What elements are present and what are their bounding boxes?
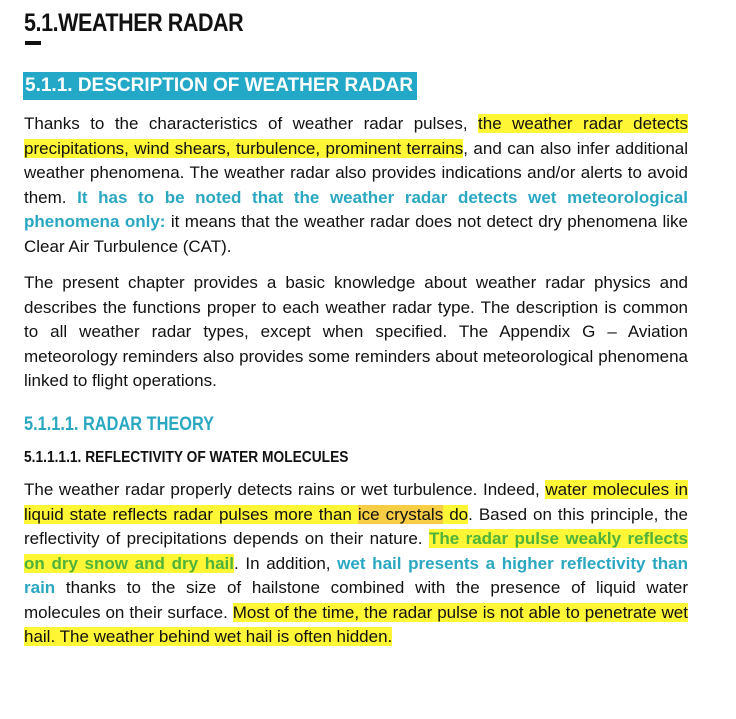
p1-text-a: Thanks to the characteristics of weather radar pulses,: [24, 114, 479, 133]
p3-text-g: . In addition,: [233, 553, 338, 573]
paragraph-reflectivity: [24, 478, 688, 650]
p3-highlight-water-molecules: water molecules in liquid state reflects radar pulses more than: [24, 480, 688, 524]
p3-wet-hail-emphasis: wet hail presents a higher reflectivity than rain: [24, 553, 689, 597]
p1-note-wet-phenomena: It has to be noted that the weather radar detects wet meteorological phenomena only:: [24, 187, 688, 231]
section-title: WEATHER RADAR: [58, 9, 244, 37]
p3-text-e: . Based on this principle, the reflectivity of precipitations depends on their nature.: [24, 504, 688, 548]
paragraph-description: [24, 112, 688, 259]
p1-text-c: , and can also infer additional weather phenomena. The weather radar also provides indications and/or alerts to avoid them.: [24, 138, 689, 207]
p1-text-e: it means that the weather radar does not detect dry phenomena like Clear Air Turbulence (CAT).: [24, 212, 688, 256]
p3-highlight-dry-snow: The radar pulse weakly reflects on dry snow and dry hail: [24, 529, 689, 573]
section-number: 5.1.: [24, 9, 59, 37]
p3-highlight-ice-crystals: ice crystals: [357, 504, 444, 524]
p3-text-a: The weather radar properly detects rains or wet turbulence. Indeed,: [24, 480, 546, 499]
section-number-underline: [25, 41, 41, 45]
p1-highlight-detects: the weather radar detects precipitations, wind shears, turbulence, prominent terrains: [24, 114, 688, 158]
reflectivity-heading: 5.1.1.1.1. REFLECTIVITY OF WATER MOLECULES: [24, 449, 349, 466]
p3-highlight-do: do: [443, 504, 469, 524]
subsection-banner: 5.1.1. DESCRIPTION OF WEATHER RADAR: [23, 72, 417, 100]
p3-text-i: thanks to the size of hailstone combined with the presence of liquid water molecules on their surface.: [24, 578, 688, 622]
radar-theory-heading: 5.1.1.1. RADAR THEORY: [24, 414, 215, 435]
section-heading: [24, 9, 243, 38]
paragraph-chapter-intro: The present chapter provides a basic knowledge about weather radar physics and describes the functions proper to each weather radar type. The description is common to all weather radar types, except when specified. The Appendix G – Aviation meteorology reminders also provides some reminders about meteorological phenomena linked to flight operations.: [24, 273, 688, 390]
p3-highlight-wet-hail: Most of the time, the radar pulse is not able to penetrate wet hail. The weather behind wet hail is often hidden.: [24, 602, 688, 646]
